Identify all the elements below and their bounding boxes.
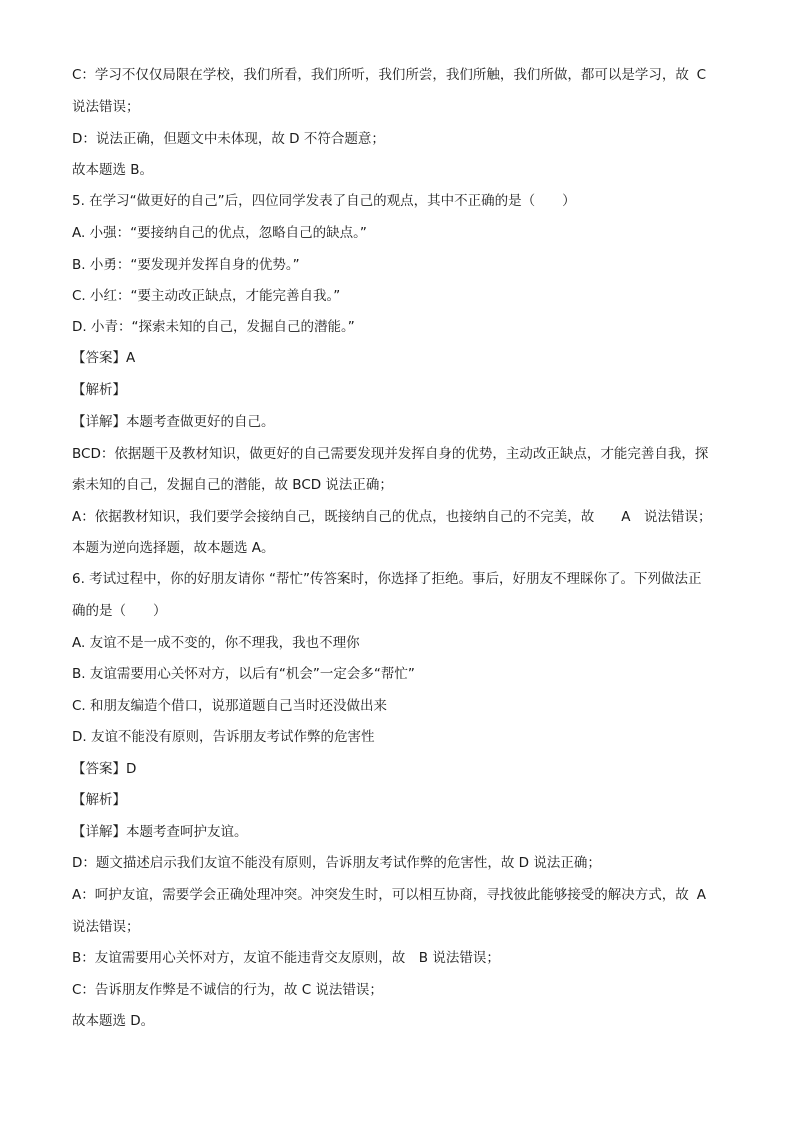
text-line: 索未知的自己，发掘自己的潜能，故 BCD 说法正确； (72, 477, 393, 493)
text-line: 故本题选 D。 (72, 1013, 155, 1029)
analysis-label: 【解析】 (72, 792, 126, 808)
text-line: A：呵护友谊，需要学会正确处理冲突。冲突发生时，可以相互协商，寻找彼此能够接受的解决方式，故 A (72, 887, 706, 903)
text-line: C：告诉朋友作弊是不诚信的行为，故 C 说法错误； (72, 982, 383, 998)
text-line: D：题文描述启示我们友谊不能没有原则，告诉朋友考试作弊的危害性，故 D 说法正确； (72, 855, 601, 871)
question-stem: 5. 在学习“做更好的自己”后，四位同学发表了自己的观点，其中不正确的是（ ） (72, 193, 576, 209)
option-d: D. 友谊不能没有原则，告诉朋友考试作弊的危害性 (72, 729, 375, 745)
text-line: A：依据教材知识，我们要学会接纳自己，既接纳自己的优点，也接纳自己的不完美，故 A 说法错误； (72, 509, 712, 525)
text-line: BCD：依据题干及教材知识，做更好的自己需要发现并发挥自身的优势，主动改正缺点，才能完善自我， 探 (72, 446, 709, 462)
text-line: 本题为逆向选择题，故本题选 A。 (72, 540, 275, 556)
option-c: C. 和朋友编造个借口，说那道题自己当时还没做出来 (72, 698, 388, 714)
detail-label: 【详解】本题考查做更好的自己。 (72, 414, 275, 430)
option-d: D. 小青：“探索未知的自己，发掘自己的潜能。” (72, 319, 355, 335)
option-c: C. 小红：“要主动改正缺点，才能完善自我。” (72, 288, 341, 304)
answer-label: 【答案】D (72, 761, 137, 777)
detail-label: 【详解】本题考查呵护友谊。 (72, 824, 248, 840)
answer-label: 【答案】A (72, 350, 136, 366)
text-line: 说法错误； (72, 919, 140, 935)
text-line: 故本题选 B。 (72, 162, 154, 178)
text-line: B：友谊需要用心关怀对方，友谊不能违背交友原则，故 B 说法错误； (72, 950, 500, 966)
option-a: A. 小强：“要接纳自己的优点，忽略自己的缺点。” (72, 225, 367, 241)
analysis-label: 【解析】 (72, 382, 126, 398)
question-stem: 6. 考试过程中，你的好朋友请你 “帮忙”传答案时，你选择了拒绝。事后，好朋友不理睬你了。下列做法正 (72, 571, 702, 587)
text-line: D：说法正确，但题文中未体现，故 D 不符合题意； (72, 131, 385, 147)
option-b: B. 小勇：“要发现并发挥自身的优势。” (72, 257, 300, 273)
text-line: 说法错误； (72, 99, 140, 115)
question-stem: 确的是（ ） (72, 603, 167, 619)
option-b: B. 友谊需要用心关怀对方，以后有“机会”一定会多“帮忙” (72, 666, 415, 682)
option-a: A. 友谊不是一成不变的，你不理我，我也不理你 (72, 635, 360, 651)
text-line: C：学习不仅仅局限在学校，我们所看，我们所听，我们所尝，我们所触，我们所做，都可以是学习，故 C (72, 67, 706, 83)
